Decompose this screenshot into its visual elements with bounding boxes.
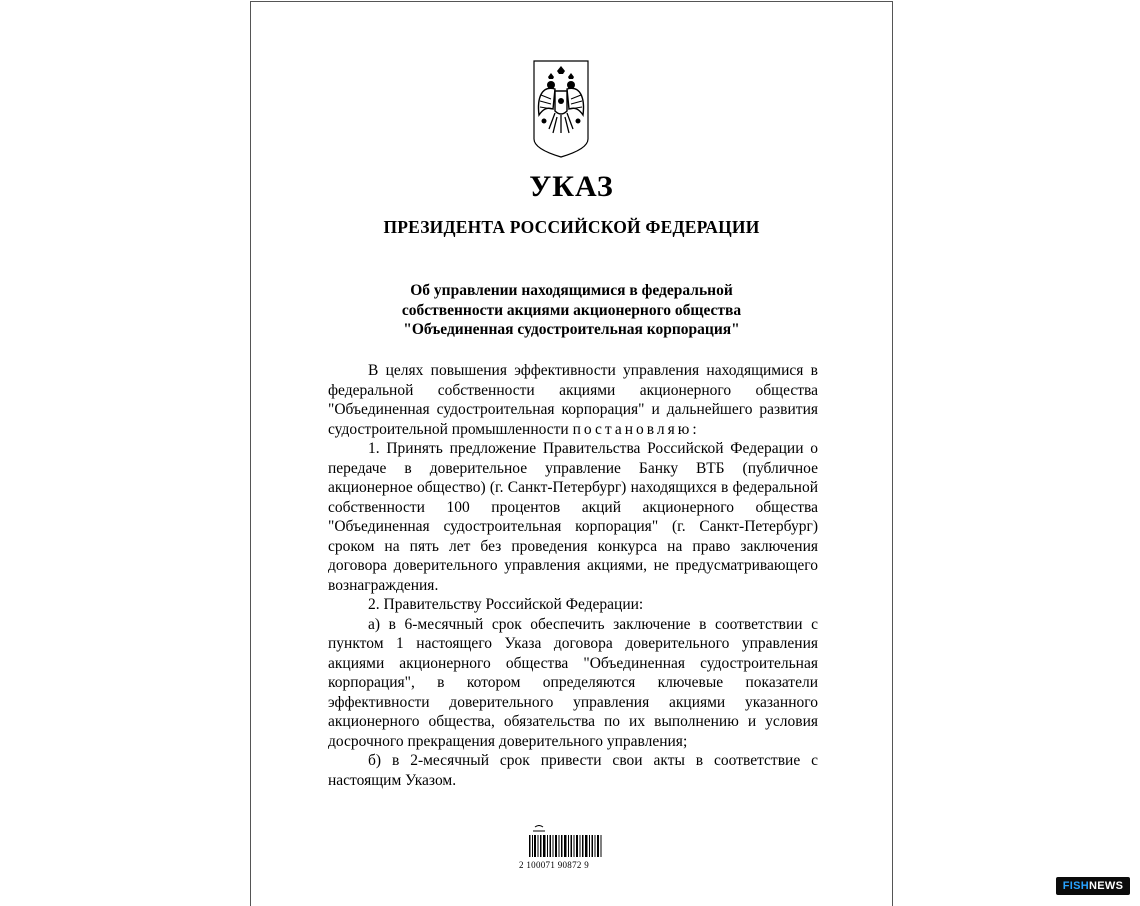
decree-title: УКАЗ — [529, 170, 614, 203]
paragraph-2a: а) в 6-месячный срок обеспечить заключение в соответствии с пунктом 1 настоящего Указа договора доверительного управления акциями акционерного общества "Объединенная судостроительная корпорация", в котором определяются ключевые показатели эффективности доверительного управления акциями указанного акционерного общества, обязательства по их выполнению и условия досрочного прекращения доверительного управления; — [328, 615, 818, 750]
decree-subtitle: ПРЕЗИДЕНТА РОССИЙСКОЙ ФЕДЕРАЦИИ — [383, 217, 760, 237]
intro-end: : — [692, 420, 697, 438]
watermark-fish: FISH — [1062, 880, 1090, 892]
document-page — [250, 1, 893, 906]
paragraph-2b: б) в 2-месячный срок привести свои акты в соответствие с настоящим Указом. — [328, 752, 818, 789]
coat-of-arms-emblem-icon — [531, 59, 591, 159]
barcode-number: 2 100071 90872 9 — [519, 860, 590, 870]
paragraph-1: 1. Принять предложение Правительства Российской Федерации о передаче в доверительное управление Банку ВТБ (публичное акционерное общество) (г. Санкт-Петербург) находящихся в федеральной собственности 100 процентов акций акционерного общества "Объединенная судостроительная корпорация" (г. Санкт-Петербург) сроком на пять лет без проведения конкурса на право заключения договора доверительного управления акциями, не предусматривающего вознаграждения. — [328, 440, 818, 594]
watermark-news: NEWS — [1089, 880, 1124, 892]
heading-line: собственности акциями акционерного общества — [401, 301, 742, 319]
heading-line: "Объединенная судостроительная корпорация" — [403, 321, 740, 338]
paragraph-2: 2. Правительству Российской Федерации: — [368, 596, 644, 613]
decree-heading — [251, 281, 892, 340]
heading-line: Об управлении находящимися в федеральной — [410, 282, 733, 299]
paragraph-intro — [328, 361, 818, 439]
decree-body — [328, 361, 818, 790]
fishnews-watermark-logo — [1056, 877, 1130, 895]
intro-text: В целях повышения эффективности управления находящимися в федеральной собственности акциями акционерного общества "Объединенная судостроительная корпорация" и дальнейшего развития судостроительной промышленности — [328, 362, 818, 438]
intro-keyword: постановляю — [572, 420, 693, 438]
